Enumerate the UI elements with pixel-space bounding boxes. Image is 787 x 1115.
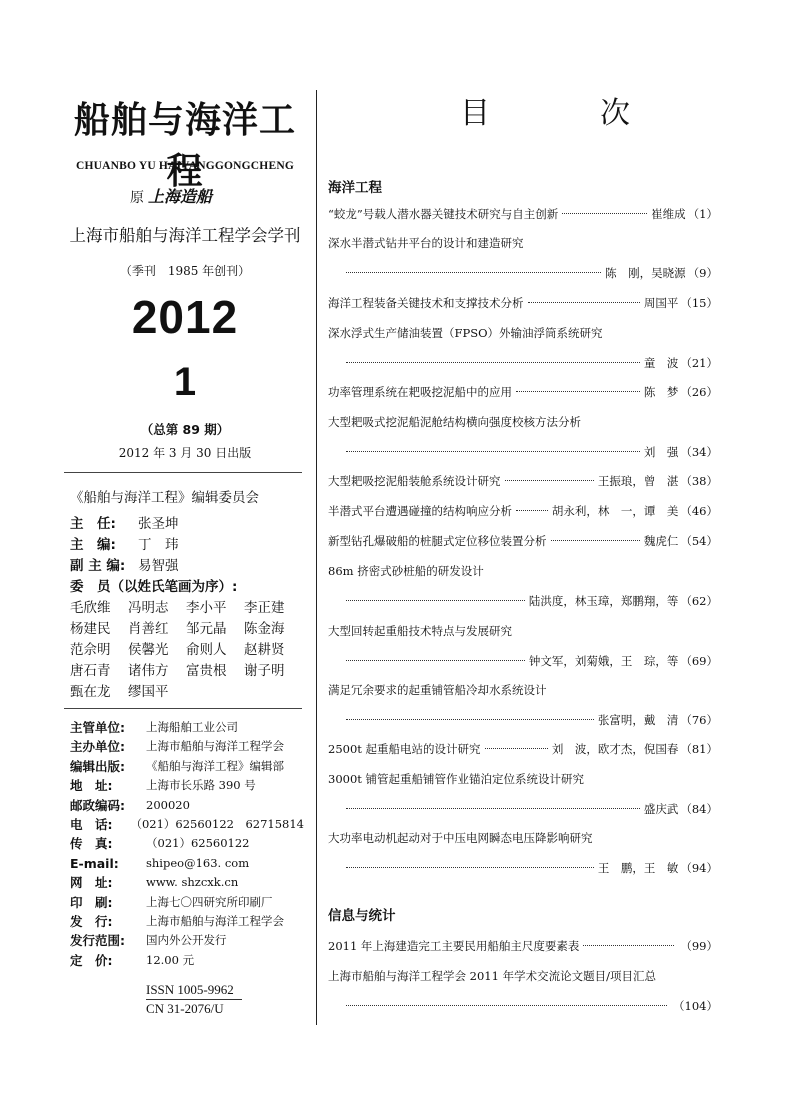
toc-title: 目 次	[460, 96, 670, 131]
toc-entry-authors: 盛庆武	[643, 802, 679, 816]
dot-leader	[346, 1005, 667, 1006]
dot-leader	[346, 362, 640, 363]
toc-entry-title: 半潜式平台遭遇碰撞的结构响应分析	[328, 504, 512, 518]
toc-entry-authors: 陈 梦	[643, 385, 679, 399]
toc-entry-continuation[interactable]	[328, 710, 718, 730]
toc-entry-page: （38）	[680, 474, 718, 488]
toc-entry-page: （21）	[680, 356, 718, 370]
dot-leader	[346, 600, 525, 601]
toc-entry[interactable]	[328, 412, 718, 432]
info-label: 编辑出版:	[70, 758, 125, 774]
toc-entry-title: 深水浮式生产储油装置（FPSO）外输油浮筒系统研究	[328, 326, 603, 340]
info-row	[70, 796, 304, 815]
info-label: 网 址:	[70, 875, 113, 891]
dot-leader	[346, 867, 594, 868]
toc-section-heading: 信息与统计	[328, 908, 396, 924]
toc-entry-continuation[interactable]	[328, 858, 718, 878]
info-label: 主管单位:	[70, 720, 125, 735]
toc-entry-page: （1）	[687, 207, 718, 221]
divider	[64, 472, 302, 473]
toc-entry-title: 2500t 起重船电站的设计研究	[328, 742, 481, 756]
board-member: 邹元晶	[186, 621, 227, 637]
editorial-board	[70, 514, 302, 703]
cn-number: CN 31-2076/U	[146, 1001, 224, 1016]
info-label: 邮政编码:	[70, 797, 125, 813]
info-value: 上海船舶工业公司	[146, 720, 238, 734]
dot-leader	[516, 510, 548, 511]
dot-leader	[346, 719, 594, 720]
toc-entry-continuation[interactable]	[328, 442, 718, 462]
info-label: 发行范围:	[70, 933, 125, 949]
toc-entry-page: （84）	[680, 802, 718, 816]
info-value: 200020	[146, 797, 190, 812]
toc-entry-authors: 张富明，戴 清	[597, 713, 679, 727]
issue-number: 1	[173, 360, 197, 404]
dot-leader	[346, 272, 601, 273]
toc-entry-authors: 陈 刚，吴晓源	[605, 266, 686, 280]
divider	[64, 708, 302, 709]
toc-entry-continuation[interactable]	[328, 799, 718, 819]
info-row	[70, 737, 304, 756]
board-title: 《船舶与海洋工程》编辑委员会	[70, 490, 259, 506]
board-director: 主 任: 张圣坤	[70, 516, 179, 532]
toc-entry-authors: 刘 强	[643, 445, 679, 459]
toc-entry-continuation[interactable]	[328, 353, 718, 373]
info-label: E-mail:	[70, 855, 119, 871]
toc-entry-title: 大型耙吸挖泥船装舱系统设计研究	[328, 474, 501, 488]
issn-block	[146, 982, 242, 1017]
magazine-pinyin: CHUANBO YU HAIYANGGONGCHENG	[76, 160, 294, 172]
column-divider	[316, 90, 317, 1025]
info-value: 国内外公开发行	[146, 933, 227, 948]
toc-entry-authors: 钟文军，刘菊娥，王 琮，等	[528, 654, 679, 668]
board-member: 李正建	[244, 600, 285, 616]
info-value: shipeo@163. com	[146, 855, 250, 870]
toc-entry-authors: 王 鹏，王 敏	[597, 861, 679, 875]
toc-entry-continuation[interactable]	[328, 591, 718, 611]
former-name-line	[130, 184, 212, 207]
info-value: 上海市长乐路 390 号	[146, 778, 256, 793]
info-label: 发 行:	[70, 913, 113, 929]
toc-entry[interactable]	[328, 769, 718, 789]
publication-info	[70, 718, 304, 970]
info-row	[70, 757, 304, 776]
magazine-title: 船舶与海洋工程	[73, 99, 296, 192]
publication-date: 2012 年 3 月 30 日出版	[118, 446, 252, 460]
toc-entry-authors: 陆洪度，林玉璋，郑鹏翔，等	[528, 594, 679, 608]
toc-entry-title: 3000t 铺管起重船铺管作业锚泊定位系统设计研究	[328, 772, 585, 786]
toc-entry-continuation[interactable]	[328, 263, 718, 283]
toc-entry-title: 新型钻孔爆破船的桩腿式定位移位装置分析	[328, 534, 547, 548]
info-value: www. shzcxk.cn	[146, 875, 239, 890]
toc-entry-title: 2011 年上海建造完工主要民用船舶主尺度要素表	[328, 939, 580, 953]
board-deputy: 副 主 编: 易智强	[70, 558, 179, 574]
info-value: 上海七〇四研究所印刷厂	[146, 894, 273, 909]
board-member: 范佘明	[70, 642, 111, 658]
former-name: 上海造船	[148, 187, 213, 206]
info-row	[70, 951, 304, 970]
info-row	[70, 854, 304, 873]
info-row	[70, 815, 304, 834]
toc-entry-page: （62）	[680, 594, 718, 608]
toc-entry-authors: 胡永利，林 一，谭 美	[551, 504, 679, 518]
info-label: 印 刷:	[70, 894, 113, 910]
issn: ISSN 1005-9962	[146, 982, 242, 1000]
toc-entry-page: （99）	[680, 939, 718, 953]
info-row	[70, 893, 304, 912]
info-value: （021）62560122	[146, 836, 250, 851]
toc-entry-title: 海洋工程装备关键技术和支撑技术分析	[328, 296, 524, 310]
toc-entry[interactable]	[328, 936, 718, 956]
toc-entry[interactable]	[328, 382, 718, 402]
toc-entry-page: （54）	[680, 534, 718, 548]
board-member: 肖善红	[128, 621, 169, 637]
info-row	[70, 718, 304, 737]
former-prefix: 原	[130, 190, 144, 206]
toc-entry-page: （9）	[687, 266, 718, 280]
dot-leader	[583, 945, 674, 946]
toc-entry-page: （26）	[680, 385, 718, 399]
board-member: 陈金海	[244, 621, 285, 637]
toc-entry-title: 上海市船舶与海洋工程学会 2011 年学术交流论文题目/项目汇总	[328, 969, 656, 983]
toc-entry[interactable]	[328, 680, 718, 700]
toc-entry-authors: 崔维成	[651, 207, 686, 221]
board-member: 毛欣维	[70, 600, 111, 616]
toc-entry-continuation[interactable]	[328, 651, 718, 671]
board-editor: 主 编: 丁 玮	[70, 537, 179, 553]
issue-year: 2012	[131, 291, 239, 343]
dot-leader	[505, 480, 594, 481]
dot-leader	[346, 660, 525, 661]
info-value: （021）62560122 62715814	[130, 816, 304, 831]
toc-entry-authors: 刘 波，欧才杰，倪国春	[551, 742, 679, 756]
dot-leader	[346, 451, 640, 452]
toc-entry-page: （69）	[680, 654, 718, 668]
toc-entry-title: “蛟龙”号载人潜水器关键技术研究与自主创新	[328, 207, 559, 221]
toc-entry[interactable]	[328, 471, 718, 491]
info-value: 12.00 元	[146, 952, 195, 967]
toc-entry-title: 86m 挤密式砂桩船的研发设计	[328, 564, 484, 578]
toc-entry-title: 深水半潜式钻井平台的设计和建造研究	[328, 236, 524, 250]
toc-entry-authors: 魏虎仁	[643, 534, 679, 548]
toc-entry-page: （104）	[673, 999, 718, 1013]
toc-entry-authors: 周国平	[643, 296, 679, 310]
info-row	[70, 776, 304, 795]
info-row	[70, 931, 304, 950]
total-issue: （总第 89 期）	[140, 422, 230, 437]
board-member: 甄在龙	[70, 684, 111, 700]
toc-entry-page: （94）	[680, 861, 718, 875]
board-members-label: 委 员（以姓氏笔画为序）:	[70, 579, 238, 595]
board-member: 俞则人	[186, 642, 227, 658]
board-member: 诸伟方	[128, 663, 169, 679]
toc-entry[interactable]	[328, 501, 718, 521]
toc-entry-page: （76）	[680, 713, 718, 727]
society-journal: 上海市船舶与海洋工程学会学刊	[69, 226, 301, 245]
toc-entry-continuation[interactable]	[328, 996, 718, 1016]
info-value: 上海市船舶与海洋工程学会	[146, 739, 284, 754]
dot-leader	[346, 808, 640, 809]
board-member: 谢子明	[244, 663, 285, 679]
dot-leader	[562, 213, 647, 214]
board-member: 富贵根	[186, 663, 227, 679]
board-member: 唐石青	[70, 663, 111, 679]
toc-entry[interactable]	[328, 828, 718, 848]
dot-leader	[485, 748, 548, 749]
toc-entry-page: （46）	[680, 504, 718, 518]
info-row	[70, 912, 304, 931]
toc-entry-title: 大功率电动机起动对于中压电网瞬态电压降影响研究	[328, 831, 593, 845]
toc-entry-title: 大型回转起重船技术特点与发展研究	[328, 624, 512, 638]
toc-entry[interactable]	[328, 739, 718, 759]
info-label: 传 真:	[70, 836, 113, 852]
info-label: 地 址:	[70, 778, 113, 794]
dot-leader	[528, 302, 640, 303]
info-label: 定 价:	[70, 952, 113, 968]
toc-entry-title: 大型耙吸式挖泥船泥舱结构横向强度校核方法分析	[328, 415, 581, 429]
dot-leader	[516, 391, 640, 392]
toc-entry-authors: 童 波	[643, 356, 679, 370]
info-value: 《船舶与海洋工程》编辑部	[146, 758, 284, 773]
toc-entry-page: （34）	[680, 445, 718, 459]
toc-entry-page: （15）	[680, 296, 718, 310]
board-member: 赵耕贤	[244, 642, 285, 658]
info-label: 电 话:	[70, 816, 113, 832]
quarterly-note: （季刊 1985 年创刊）	[119, 264, 251, 278]
toc-entry[interactable]	[328, 204, 718, 224]
board-member: 侯馨光	[128, 642, 169, 658]
board-member: 冯明志	[128, 600, 169, 616]
toc-entry-title: 满足冗余要求的起重铺管船冷却水系统设计	[328, 683, 547, 697]
toc-entry-page: （81）	[680, 742, 718, 756]
toc-section-heading: 海洋工程	[328, 180, 382, 196]
dot-leader	[551, 540, 640, 541]
toc-entry[interactable]	[328, 621, 718, 641]
toc-entry[interactable]	[328, 561, 718, 581]
toc-entry[interactable]	[328, 531, 718, 551]
board-member: 缪国平	[128, 684, 169, 700]
toc-entry[interactable]	[328, 323, 718, 343]
info-row	[70, 873, 304, 892]
board-members	[70, 598, 302, 703]
toc-entry[interactable]	[328, 233, 718, 253]
board-member: 杨建民	[70, 621, 111, 637]
toc-entry-title: 功率管理系统在耙吸挖泥船中的应用	[328, 385, 512, 399]
info-label: 主办单位:	[70, 739, 125, 755]
info-value: 上海市船舶与海洋工程学会	[146, 913, 284, 928]
toc-entry[interactable]	[328, 966, 718, 986]
toc-entry[interactable]	[328, 293, 718, 313]
board-member: 李小平	[186, 600, 227, 616]
toc-entry-authors: 王振琅，曾 湛	[597, 474, 679, 488]
info-row	[70, 834, 304, 853]
